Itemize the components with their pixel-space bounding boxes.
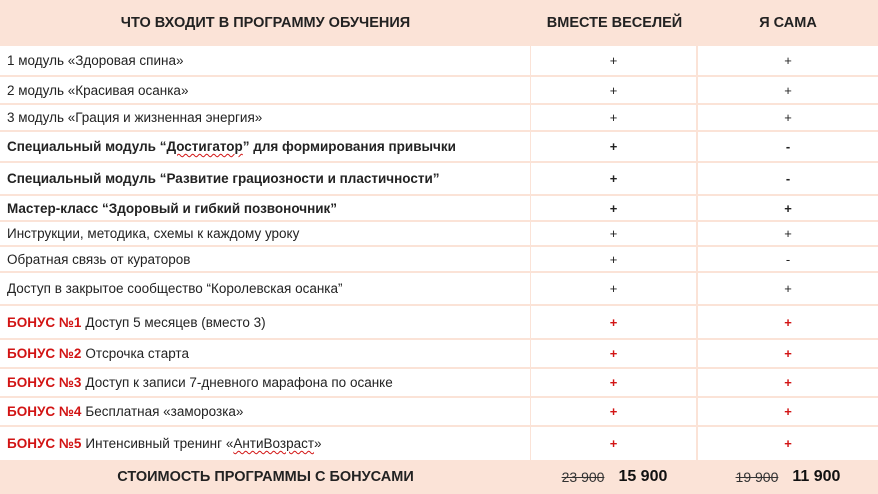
bonus-tag: БОНУС №5: [7, 436, 82, 451]
header-features: ЧТО ВХОДИТ В ПРОГРАММУ ОБУЧЕНИЯ: [120, 15, 411, 31]
bonus-tag: БОНУС №2: [7, 346, 82, 361]
table-row: [0, 132, 878, 161]
price-footer: [0, 460, 878, 494]
new-price: 11 900: [792, 468, 841, 485]
table-row: [0, 222, 878, 245]
table-row: [0, 46, 878, 75]
feature-label: Специальный модуль “Достигатор” для формирования привычки: [7, 139, 456, 154]
plan-alone-mark: +: [784, 346, 792, 361]
plan-together-mark: +: [609, 375, 618, 390]
table-row: [0, 340, 878, 367]
plan-together-mark: +: [609, 314, 618, 330]
old-price: 19 900: [735, 469, 779, 485]
plan-alone-mark: +: [784, 53, 792, 68]
table-row: [0, 306, 878, 338]
feature-label: 3 модуль «Грация и жизненная энергия»: [7, 110, 263, 125]
plan-alone-mark: +: [784, 375, 792, 390]
plan-alone-mark: -: [785, 171, 791, 186]
plan-alone-mark: +: [784, 110, 792, 125]
bonus-tag: БОНУС №3: [7, 375, 82, 390]
table-row: [0, 427, 878, 460]
table-row: [0, 398, 878, 425]
bonus-tag: БОНУС №4: [7, 404, 82, 419]
plan-alone-mark: -: [785, 139, 791, 154]
header-plan-together: ВМЕСТЕ ВЕСЕЛЕЙ: [546, 15, 683, 31]
table-row: [0, 163, 878, 194]
plan-together-mark: +: [609, 436, 618, 451]
plan-together-mark: +: [609, 251, 618, 267]
table-row: [0, 196, 878, 220]
feature-label: БОНУС №4 Бесплатная «заморозка»: [7, 404, 244, 419]
feature-label: Доступ в закрытое сообщество “Королевская осанка”: [7, 281, 343, 296]
plan-alone-mark: +: [784, 82, 792, 98]
plan-together-mark: +: [609, 82, 618, 98]
plan-alone-mark: +: [784, 404, 792, 419]
feature-label: БОНУС №2 Отсрочка старта: [7, 346, 189, 361]
plan-together-mark: +: [609, 226, 618, 241]
plan-alone-price: [698, 460, 878, 494]
plan-alone-mark: +: [784, 436, 792, 451]
plan-together-mark: +: [609, 404, 618, 419]
plan-alone-mark: -: [785, 251, 791, 267]
bonus-tag: БОНУС №1: [7, 314, 82, 330]
table-row: [0, 369, 878, 396]
feature-label: Мастер-класс “Здоровый и гибкий позвоночник”: [7, 200, 338, 216]
plan-together-mark: +: [609, 281, 618, 296]
feature-label: Обратная связь от кураторов: [7, 251, 191, 267]
new-price: 15 900: [618, 468, 668, 485]
plan-together-mark: +: [609, 346, 618, 361]
feature-label: БОНУС №3 Доступ к записи 7-дневного марафона по осанке: [7, 375, 393, 390]
plan-alone-mark: +: [784, 200, 792, 216]
table-row: [0, 273, 878, 304]
feature-label: БОНУС №5 Интенсивный тренинг «АнтиВозраст»: [7, 436, 322, 451]
plan-together-mark: +: [609, 139, 618, 154]
old-price: 23 900: [561, 469, 605, 485]
plan-together-price: [531, 460, 698, 494]
feature-label: Инструкции, методика, схемы к каждому уроку: [7, 226, 300, 241]
header-plan-alone: Я САМА: [759, 15, 817, 31]
table-header: [0, 0, 878, 46]
price-label: СТОИМОСТЬ ПРОГРАММЫ С БОНУСАМИ: [117, 469, 414, 485]
feature-label: 2 модуль «Красивая осанка»: [7, 82, 189, 98]
plan-alone-mark: +: [784, 314, 792, 330]
table-row: [0, 247, 878, 271]
plan-alone-mark: +: [784, 226, 792, 241]
table-row: [0, 77, 878, 103]
plan-together-mark: +: [609, 200, 618, 216]
table-row: [0, 105, 878, 130]
plan-together-mark: +: [609, 171, 618, 186]
plan-alone-mark: +: [784, 281, 792, 296]
feature-label: БОНУС №1 Доступ 5 месяцев (вместо 3): [7, 314, 266, 330]
feature-label: 1 модуль «Здоровая спина»: [7, 53, 184, 68]
plan-together-mark: +: [609, 53, 618, 68]
plan-together-mark: +: [609, 110, 618, 125]
feature-label: Специальный модуль “Развитие грациозности и пластичности”: [7, 171, 440, 186]
